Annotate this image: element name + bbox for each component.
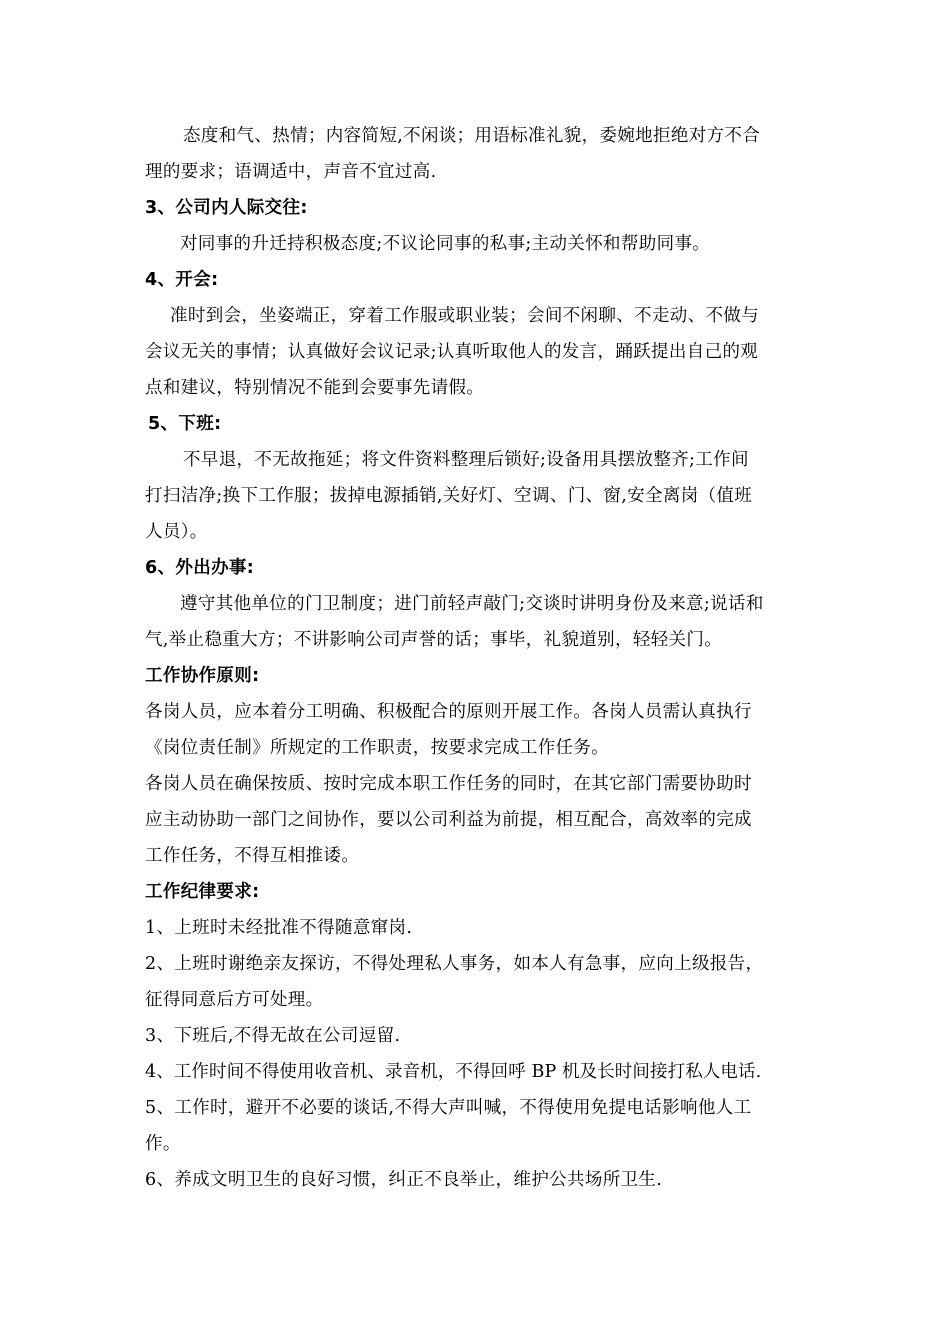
paragraph-line: 态度和气、热情；内容简短,不闲谈；用语标准礼貌，委婉地拒绝对方不合 [183,126,761,146]
paragraph-line: 各岗人员在确保按质、按时完成本职工作任务的同时，在其它部门需要协助时 [145,774,752,794]
list-item-continuation: 征得同意后方可处理。 [145,990,324,1010]
list-item: 1、上班时未经批准不得随意窜岗. [145,918,413,938]
section-heading-off-work: 5、下班: [148,414,222,434]
list-item: 3、下班后,不得无故在公司逗留. [145,1026,401,1046]
paragraph-line: 气,举止稳重大方；不讲影响公司声誉的话；事毕，礼貌道别，轻轻关门。 [145,630,723,650]
section-heading-collaboration: 工作协作原则: [145,666,260,686]
section-heading-discipline: 工作纪律要求: [145,882,260,902]
paragraph-line: 点和建议，特别情况不能到会要事先请假。 [145,378,485,398]
section-heading-meeting: 4、开会: [145,270,219,290]
document-page [145,118,810,1198]
paragraph-line: 准时到会，坐姿端正，穿着工作服或职业装；会间不闲聊、不走动、不做与 [170,306,760,326]
paragraph-line: 对同事的升迁持积极态度;不议论同事的私事;主动关怀和帮助同事。 [180,234,711,254]
list-item: 6、养成文明卫生的良好习惯，纠正不良举止，维护公共场所卫生. [145,1170,663,1190]
paragraph-line: 各岗人员，应本着分工明确、积极配合的原则开展工作。各岗人员需认真执行 [145,702,752,722]
paragraph-line: 打扫洁净;换下工作服；拔掉电源插销,关好灯、空调、门、窗,安全离岗（值班 [145,486,753,506]
list-item: 4、工作时间不得使用收音机、录音机，不得回呼 BP 机及长时间接打私人电话. [145,1062,762,1082]
paragraph-line: 遵守其他单位的门卫制度；进门前轻声敲门;交谈时讲明身份及来意;说话和 [180,594,764,614]
section-heading-interpersonal: 3、公司内人际交往: [145,198,308,218]
list-item: 5、工作时，避开不必要的谈话,不得大声叫喊，不得使用免提电话影响他人工 [145,1098,752,1118]
paragraph-line: 会议无关的事情；认真做好会议记录;认真听取他人的发言，踊跃提出自己的观 [145,342,759,362]
section-heading-going-out: 6、外出办事: [145,558,255,578]
list-item: 2、上班时谢绝亲友探访，不得处理私人事务，如本人有急事，应向上级报告， [145,954,764,974]
paragraph-line: 《岗位责任制》所规定的工作职责，按要求完成工作任务。 [145,738,610,758]
paragraph-line: 理的要求；语调适中，声音不宜过高. [145,162,437,182]
paragraph-line: 工作任务，不得互相推诿。 [145,846,360,866]
paragraph-line: 应主动协助一部门之间协作，要以公司利益为前提，相互配合，高效率的完成 [145,810,752,830]
paragraph-line: 人员）。 [145,522,208,542]
paragraph-line: 不早退，不无故拖延；将文件资料整理后锁好;设备用具摆放整齐;工作间 [183,450,749,470]
list-item-continuation: 作。 [145,1134,181,1154]
